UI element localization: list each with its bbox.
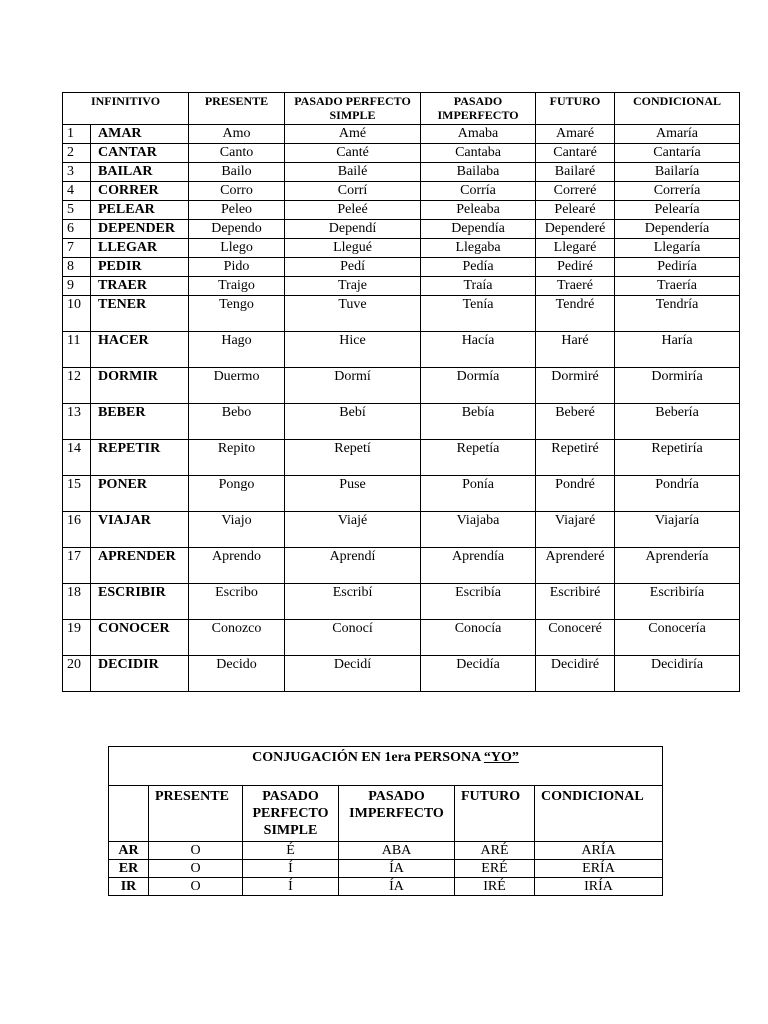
cell-pasado-imperfecto: Pedía (421, 258, 536, 277)
table-row (63, 201, 740, 220)
table-row (63, 220, 740, 239)
summary-row (109, 842, 663, 860)
cell-condicional: Pediría (615, 258, 740, 277)
cell-presente: Escribo (189, 584, 285, 620)
cell-futuro: Repetiré (536, 440, 615, 476)
cell-row-number: 7 (63, 239, 91, 258)
table-row (63, 163, 740, 182)
cell-row-number: 16 (63, 512, 91, 548)
cell-infinitive: PONER (91, 476, 189, 512)
cell-row-number: 10 (63, 296, 91, 332)
cell-pasado-perfecto: Dependí (285, 220, 421, 239)
cell-futuro: Dormiré (536, 368, 615, 404)
table-row (63, 656, 740, 692)
cell-condicional: Decidiría (615, 656, 740, 692)
cell-condicional: Escribiría (615, 584, 740, 620)
first-person-summary-table (108, 746, 663, 896)
cell-futuro: Llegaré (536, 239, 615, 258)
cell-futuro: Beberé (536, 404, 615, 440)
cell-infinitive: ESCRIBIR (91, 584, 189, 620)
cell-presente: Canto (189, 144, 285, 163)
cell-condicional: Conocería (615, 620, 740, 656)
cell-pasado-perfecto: Traje (285, 277, 421, 296)
header-futuro: FUTURO (536, 93, 615, 125)
cell-pasado-perfecto: Tuve (285, 296, 421, 332)
cell-pasado-imperfecto: Dependía (421, 220, 536, 239)
table-row (63, 584, 740, 620)
cell-pasado-perfecto: Aprendí (285, 548, 421, 584)
summary-title-yo: “YO” (483, 750, 519, 765)
cell-pasado-perfecto: Bebí (285, 404, 421, 440)
summary-row-label: IR (109, 878, 149, 896)
cell-futuro: Tendré (536, 296, 615, 332)
cell-pasado-perfecto: Escribí (285, 584, 421, 620)
cell-pasado-imperfecto: Amaba (421, 125, 536, 144)
cell-row-number: 20 (63, 656, 91, 692)
table-row (63, 620, 740, 656)
cell-pasado-imperfecto: Viajaba (421, 512, 536, 548)
cell-futuro: Viajaré (536, 512, 615, 548)
cell-pasado-imperfecto: Ponía (421, 476, 536, 512)
cell-pasado-imperfecto: Decidía (421, 656, 536, 692)
verbs-header-row (63, 93, 740, 125)
table-row (63, 125, 740, 144)
cell-pasado-imperfecto: Conocía (421, 620, 536, 656)
table-row (63, 277, 740, 296)
summary-ending-cell: ABA (339, 842, 455, 860)
cell-pasado-perfecto: Bailé (285, 163, 421, 182)
summary-ending-cell: Í (243, 878, 339, 896)
verbs-body (63, 125, 740, 692)
table-row (63, 404, 740, 440)
cell-presente: Duermo (189, 368, 285, 404)
table-row (63, 144, 740, 163)
cell-pasado-imperfecto: Escribía (421, 584, 536, 620)
summary-row-label: ER (109, 860, 149, 878)
summary-ending-cell: ÍA (339, 860, 455, 878)
summary-ending-cell: ARÍA (535, 842, 663, 860)
cell-pasado-perfecto: Llegué (285, 239, 421, 258)
cell-condicional: Aprendería (615, 548, 740, 584)
cell-infinitive: CANTAR (91, 144, 189, 163)
cell-pasado-perfecto: Conocí (285, 620, 421, 656)
summary-ending-cell: O (149, 842, 243, 860)
summary-header-pasado-perfecto-simple: PASADO PERFECTO SIMPLE (243, 786, 339, 842)
summary-ending-cell: ERÉ (455, 860, 535, 878)
summary-header-condicional: CONDICIONAL (535, 786, 663, 842)
cell-row-number: 18 (63, 584, 91, 620)
cell-infinitive: HACER (91, 332, 189, 368)
cell-row-number: 8 (63, 258, 91, 277)
verb-conjugation-table (62, 92, 740, 692)
cell-pasado-perfecto: Hice (285, 332, 421, 368)
summary-row-label: AR (109, 842, 149, 860)
summary-header-row (109, 786, 663, 842)
cell-futuro: Traeré (536, 277, 615, 296)
cell-futuro: Correré (536, 182, 615, 201)
summary-ending-cell: ÍA (339, 878, 455, 896)
cell-presente: Bailo (189, 163, 285, 182)
cell-futuro: Pediré (536, 258, 615, 277)
summary-title (109, 747, 663, 786)
cell-pasado-imperfecto: Tenía (421, 296, 536, 332)
cell-presente: Decido (189, 656, 285, 692)
cell-pasado-perfecto: Viajé (285, 512, 421, 548)
cell-row-number: 17 (63, 548, 91, 584)
cell-pasado-imperfecto: Repetía (421, 440, 536, 476)
cell-condicional: Viajaría (615, 512, 740, 548)
summary-ending-cell: ARÉ (455, 842, 535, 860)
cell-condicional: Pelearía (615, 201, 740, 220)
summary-ending-cell: O (149, 860, 243, 878)
cell-row-number: 5 (63, 201, 91, 220)
cell-pasado-imperfecto: Cantaba (421, 144, 536, 163)
cell-row-number: 15 (63, 476, 91, 512)
summary-ending-cell: É (243, 842, 339, 860)
summary-ending-cell: IRÍA (535, 878, 663, 896)
cell-pasado-perfecto: Amé (285, 125, 421, 144)
summary-header-pasado-imperfecto: PASADO IMPERFECTO (339, 786, 455, 842)
cell-infinitive: CORRER (91, 182, 189, 201)
table-row (63, 239, 740, 258)
cell-row-number: 3 (63, 163, 91, 182)
table-row (63, 548, 740, 584)
summary-body (109, 842, 663, 896)
cell-futuro: Dependeré (536, 220, 615, 239)
cell-pasado-imperfecto: Traía (421, 277, 536, 296)
table-row (63, 512, 740, 548)
summary-title-row (109, 747, 663, 786)
cell-infinitive: BAILAR (91, 163, 189, 182)
cell-infinitive: AMAR (91, 125, 189, 144)
summary-row (109, 860, 663, 878)
cell-presente: Pido (189, 258, 285, 277)
cell-row-number: 4 (63, 182, 91, 201)
cell-condicional: Correría (615, 182, 740, 201)
cell-presente: Tengo (189, 296, 285, 332)
cell-futuro: Pondré (536, 476, 615, 512)
cell-pasado-perfecto: Pedí (285, 258, 421, 277)
cell-row-number: 14 (63, 440, 91, 476)
cell-pasado-perfecto: Puse (285, 476, 421, 512)
summary-header-empty (109, 786, 149, 842)
cell-row-number: 19 (63, 620, 91, 656)
cell-pasado-imperfecto: Llegaba (421, 239, 536, 258)
cell-presente: Llego (189, 239, 285, 258)
cell-futuro: Amaré (536, 125, 615, 144)
cell-infinitive: TRAER (91, 277, 189, 296)
summary-title-prefix: CONJUGACIÓN EN 1era PERSONA (252, 750, 484, 765)
cell-presente: Corro (189, 182, 285, 201)
cell-infinitive: LLEGAR (91, 239, 189, 258)
cell-pasado-imperfecto: Bailaba (421, 163, 536, 182)
table-row (63, 476, 740, 512)
cell-condicional: Bailaría (615, 163, 740, 182)
cell-futuro: Aprenderé (536, 548, 615, 584)
cell-infinitive: DORMIR (91, 368, 189, 404)
cell-presente: Repito (189, 440, 285, 476)
cell-condicional: Dependería (615, 220, 740, 239)
cell-pasado-imperfecto: Corría (421, 182, 536, 201)
table-row (63, 332, 740, 368)
cell-futuro: Cantaré (536, 144, 615, 163)
cell-condicional: Traería (615, 277, 740, 296)
cell-row-number: 2 (63, 144, 91, 163)
cell-presente: Bebo (189, 404, 285, 440)
cell-infinitive: REPETIR (91, 440, 189, 476)
cell-row-number: 12 (63, 368, 91, 404)
cell-presente: Dependo (189, 220, 285, 239)
cell-futuro: Pelearé (536, 201, 615, 220)
cell-infinitive: APRENDER (91, 548, 189, 584)
cell-condicional: Dormiría (615, 368, 740, 404)
header-pasado-perfecto-simple: PASADO PERFECTO SIMPLE (285, 93, 421, 125)
cell-futuro: Haré (536, 332, 615, 368)
cell-pasado-imperfecto: Peleaba (421, 201, 536, 220)
cell-row-number: 9 (63, 277, 91, 296)
header-infinitivo: INFINITIVO (63, 93, 189, 125)
cell-futuro: Escribiré (536, 584, 615, 620)
summary-ending-cell: ERÍA (535, 860, 663, 878)
cell-condicional: Repetiría (615, 440, 740, 476)
cell-condicional: Cantaría (615, 144, 740, 163)
cell-row-number: 13 (63, 404, 91, 440)
cell-pasado-imperfecto: Hacía (421, 332, 536, 368)
cell-pasado-perfecto: Dormí (285, 368, 421, 404)
cell-row-number: 6 (63, 220, 91, 239)
cell-infinitive: PELEAR (91, 201, 189, 220)
cell-condicional: Amaría (615, 125, 740, 144)
cell-presente: Viajo (189, 512, 285, 548)
cell-presente: Peleo (189, 201, 285, 220)
cell-futuro: Decidiré (536, 656, 615, 692)
cell-row-number: 1 (63, 125, 91, 144)
cell-presente: Traigo (189, 277, 285, 296)
cell-condicional: Llegaría (615, 239, 740, 258)
cell-condicional: Pondría (615, 476, 740, 512)
cell-infinitive: DEPENDER (91, 220, 189, 239)
header-condicional: CONDICIONAL (615, 93, 740, 125)
cell-futuro: Bailaré (536, 163, 615, 182)
cell-pasado-perfecto: Decidí (285, 656, 421, 692)
cell-pasado-imperfecto: Dormía (421, 368, 536, 404)
cell-row-number: 11 (63, 332, 91, 368)
cell-condicional: Haría (615, 332, 740, 368)
summary-ending-cell: IRÉ (455, 878, 535, 896)
cell-pasado-imperfecto: Aprendía (421, 548, 536, 584)
cell-presente: Amo (189, 125, 285, 144)
cell-infinitive: PEDIR (91, 258, 189, 277)
header-presente: PRESENTE (189, 93, 285, 125)
cell-pasado-perfecto: Corrí (285, 182, 421, 201)
table-row (63, 182, 740, 201)
cell-pasado-imperfecto: Bebía (421, 404, 536, 440)
cell-infinitive: TENER (91, 296, 189, 332)
cell-futuro: Conoceré (536, 620, 615, 656)
cell-presente: Aprendo (189, 548, 285, 584)
summary-header-futuro: FUTURO (455, 786, 535, 842)
cell-pasado-perfecto: Peleé (285, 201, 421, 220)
header-pasado-imperfecto: PASADO IMPERFECTO (421, 93, 536, 125)
table-row (63, 368, 740, 404)
summary-ending-cell: O (149, 878, 243, 896)
cell-infinitive: BEBER (91, 404, 189, 440)
table-row (63, 440, 740, 476)
cell-condicional: Tendría (615, 296, 740, 332)
table-row (63, 258, 740, 277)
summary-header-presente: PRESENTE (149, 786, 243, 842)
cell-infinitive: VIAJAR (91, 512, 189, 548)
table-row (63, 296, 740, 332)
summary-ending-cell: Í (243, 860, 339, 878)
summary-row (109, 878, 663, 896)
cell-pasado-perfecto: Repetí (285, 440, 421, 476)
cell-infinitive: DECIDIR (91, 656, 189, 692)
cell-presente: Conozco (189, 620, 285, 656)
cell-pasado-perfecto: Canté (285, 144, 421, 163)
cell-condicional: Bebería (615, 404, 740, 440)
cell-presente: Hago (189, 332, 285, 368)
cell-infinitive: CONOCER (91, 620, 189, 656)
cell-presente: Pongo (189, 476, 285, 512)
